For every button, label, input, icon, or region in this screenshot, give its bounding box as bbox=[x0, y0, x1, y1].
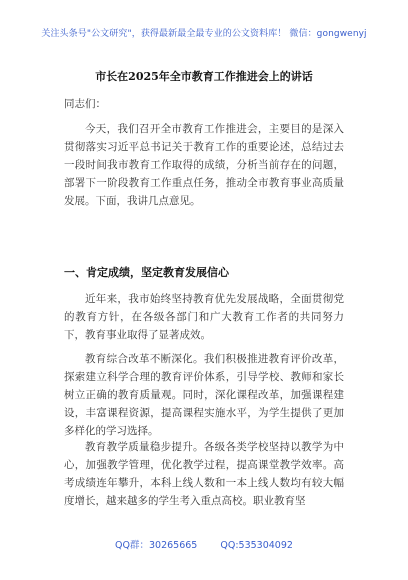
intro-paragraph: 今天，我们召开全市教育工作推进会，主要目的是深入贯彻落实习近平总书记关于教育工作的重要论述，总结过去一段时间我市教育工作取得的成绩，分析当前存在的问题，部署下一阶段教育工作重点任务，推动全市教育事业高质量发展。下面，我讲几点意见。 bbox=[64, 123, 344, 207]
section-heading: 一、肯定成绩，坚定教育发展信心 bbox=[64, 266, 229, 279]
document-title: 市长在2025年全市教育工作推进会上的讲话 bbox=[95, 70, 313, 83]
greeting: 同志们： bbox=[64, 98, 106, 110]
body-paragraph-2: 教育综合改革不断深化。我们积极推进教育评价改革，探索建立科学合理的教育评价体系，引导学校、教师和家长树立正确的教育质量观。同时，深化课程改革，加强课程建设，丰富课程资源，提高课程实施水平，为学生提供了更加多样化的学习选择。 bbox=[64, 353, 344, 437]
qq-group-text: QQ群：30265665 bbox=[115, 540, 198, 551]
footer-contact bbox=[0, 537, 408, 551]
body-paragraph-1: 近年来，我市始终坚持教育优先发展战略，全面贯彻党的教育方针，在各级各部门和广大教育工作者的共同努力下，教育事业取得了显著成效。 bbox=[64, 293, 344, 341]
body-paragraph-3: 教育教学质量稳步提升。各级各类学校坚持以教学为中心，加强教学管理，优化教学过程，提高课堂教学效率。高考成绩连年攀升，本科上线人数和一本上线人数均有较大幅度增长，越来越多的学生考入重点高校。职业教育坚 bbox=[64, 441, 344, 507]
qq-number-text: QQ:535304092 bbox=[220, 540, 293, 551]
header-notice: 关注头条号"公文研究"，获得最新最全最专业的公文资料库！ 微信：gongwenyj bbox=[41, 29, 367, 39]
